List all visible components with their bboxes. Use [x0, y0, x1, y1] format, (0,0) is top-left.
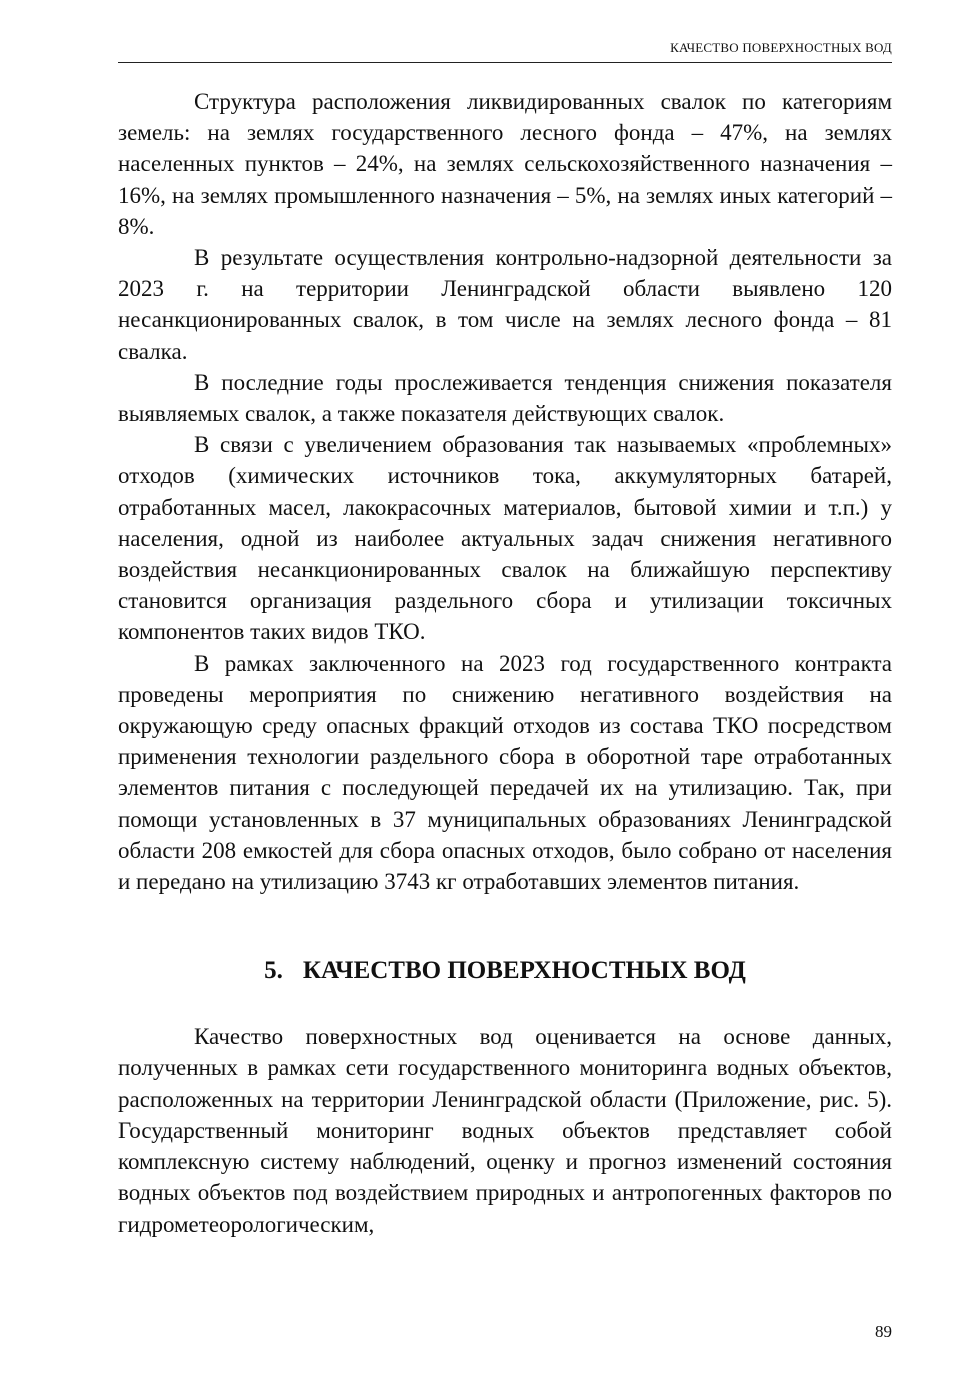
- paragraph-landfill-structure: Структура расположения ликвидированных свалок по категориям земель: на землях государственного лесного фонда – 47%, на землях населенных пунктов – 24%, на землях сельскохозяйственного назначения – 16%, на землях промышленного назначения – 5%, на землях иных категорий – 8%.: [118, 89, 892, 239]
- paragraph-surface-water-quality: Качество поверхностных вод оценивается на основе данных, полученных в рамках сети государственного мониторинга водных объектов, расположенных на территории Ленинградской области (Приложение, рис. 5). Государственный мониторинг водных объектов представляет собой комплексную систему наблюдений, оценку и прогноз изменений состояния водных объектов под воздействием природных и антропогенных факторов по гидрометеорологическим,: [118, 1024, 892, 1237]
- paragraph-inspection-results: В результате осуществления контрольно-надзорной деятельности за 2023 г. на территории Ленинградской области выявлено 120 несанкционированных свалок, в том числе на землях лесного фонда – 81 свалка.: [118, 245, 892, 364]
- section-title: КАЧЕСТВО ПОВЕРХНОСТНЫХ ВОД: [302, 957, 746, 985]
- running-header: КАЧЕСТВО ПОВЕРХНОСТНЫХ ВОД: [118, 40, 892, 63]
- paragraph-problem-waste: В связи с увеличением образования так называемых «проблемных» отходов (химических источников тока, аккумуляторных батарей, отработанных масел, лакокрасочных материалов, бытовой химии и т.п.) у населения, одной из наиболее актуальных задач снижения негативного воздействия несанкционированных свалок на ближайшую перспективу становится организация раздельного сбора и утилизации токсичных компонентов таких видов ТКО.: [118, 432, 892, 645]
- section-number: 5.: [264, 957, 283, 985]
- section-heading: [118, 955, 892, 987]
- paragraph-trend: В последние годы прослеживается тенденция снижения показателя выявляемых свалок, а также показателя действующих свалок.: [118, 369, 892, 427]
- page-number: 89: [875, 1322, 892, 1341]
- page-body: [118, 86, 892, 1240]
- paragraph-state-contract: В рамках заключенного на 2023 год государственного контракта проведены мероприятия по снижению негативного воздействия на окружающую среду опасных фракций отходов из состава ТКО посредством применения технологии раздельного сбора в оборотной таре отработанных элементов питания с последующей передачей их на утилизацию. Так, при помощи установленных в 37 муниципальных образованиях Ленинградской области 208 емкостей для сбора опасных отходов, было собрано от населения и передано на утилизацию 3743 кг отработавших элементов питания.: [118, 650, 892, 895]
